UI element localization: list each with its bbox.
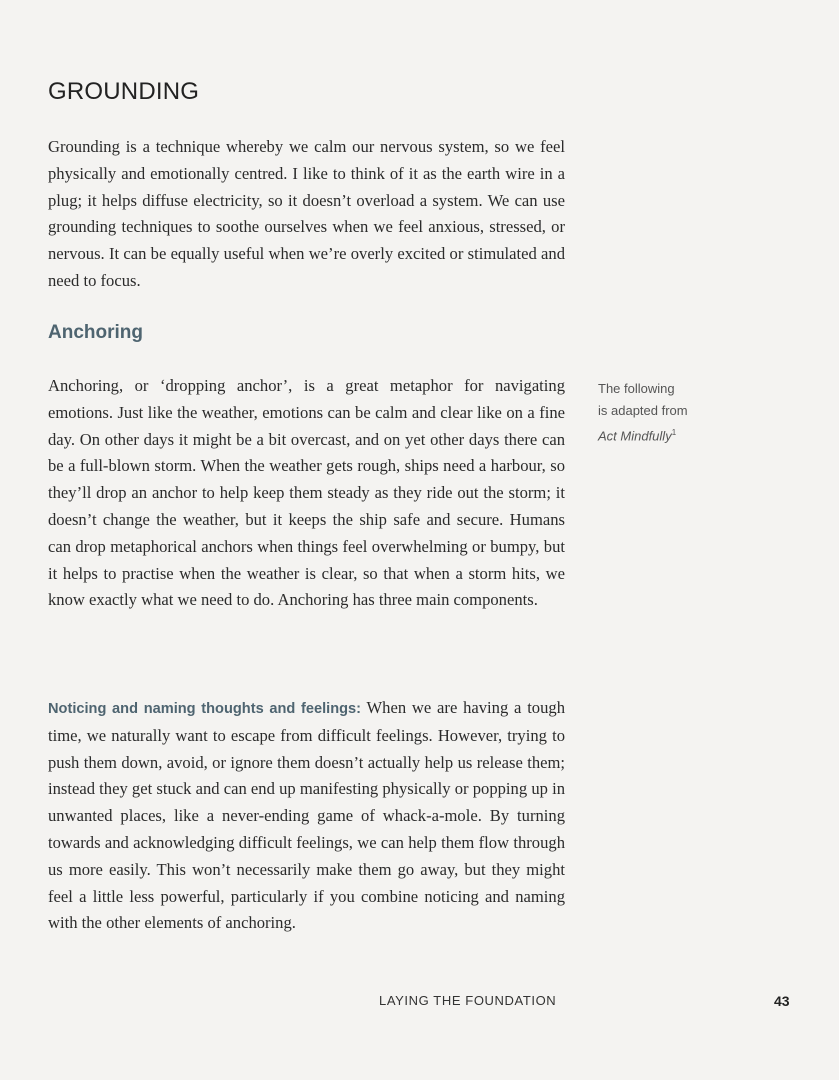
page-title: GROUNDING [48, 78, 200, 105]
margin-note-line1: The following [598, 381, 675, 396]
page-number: 43 [774, 993, 790, 1009]
margin-note-line2: is adapted from [598, 403, 688, 418]
intro-paragraph: Grounding is a technique whereby we calm our nervous system, so we feel physically and emotionally centred. I like to think of it as the earth wire in a plug; it helps diffuse electricity, so it doesn’t overload a system. We can use grounding techniques to soothe ourselves when we feel anxious, stressed, or nervous. It can be equally useful when we’re overly excited or stimulated and need to focus. [48, 137, 565, 290]
noticing-heading: Noticing and naming thoughts and feelings: [48, 701, 362, 717]
margin-note-source [598, 422, 748, 447]
noticing-text: When we are having a tough time, we naturally want to escape from difficult feelings. However, trying to push them down, avoid, or ignore them doesn’t actually help us release them; instead they get stuck and can end up manifesting physically or popping up in unwanted places, like a never-ending game of whack-a-mole. By turning towards and acknowledging difficult feelings, we can help them flow through us more easily. This won’t necessarily make them go away, but they might feel a little less powerful, particularly if you combine noticing and naming with the other elements of anchoring. [48, 698, 565, 933]
anchoring-paragraph: Anchoring, or ‘dropping anchor’, is a great metaphor for navigating emotions. Just like the weather, emotions can be calm and clear like on a fine day. On other days it might be a bit overcast, and on yet other days there can be a full-blown storm. When the weather gets rough, ships need a harbour, so they’ll drop an anchor to help keep them steady as they ride out the storm; it doesn’t change the weather, but it keeps the ship safe and secure. Humans can drop metaphorical anchors when things feel overwhelming or bumpy, but it helps to practise when the weather is clear, so that when a storm hits, we know exactly what we need to do. Anchoring has three main components. [48, 376, 565, 610]
footnote-ref: 1 [671, 428, 677, 437]
noticing-paragraph [48, 695, 565, 937]
running-footer: LAYING THE FOUNDATION [379, 993, 557, 1008]
section-subheading: Anchoring [48, 322, 143, 343]
source-title: Act Mindfully [598, 428, 672, 444]
margin-note [598, 378, 748, 447]
